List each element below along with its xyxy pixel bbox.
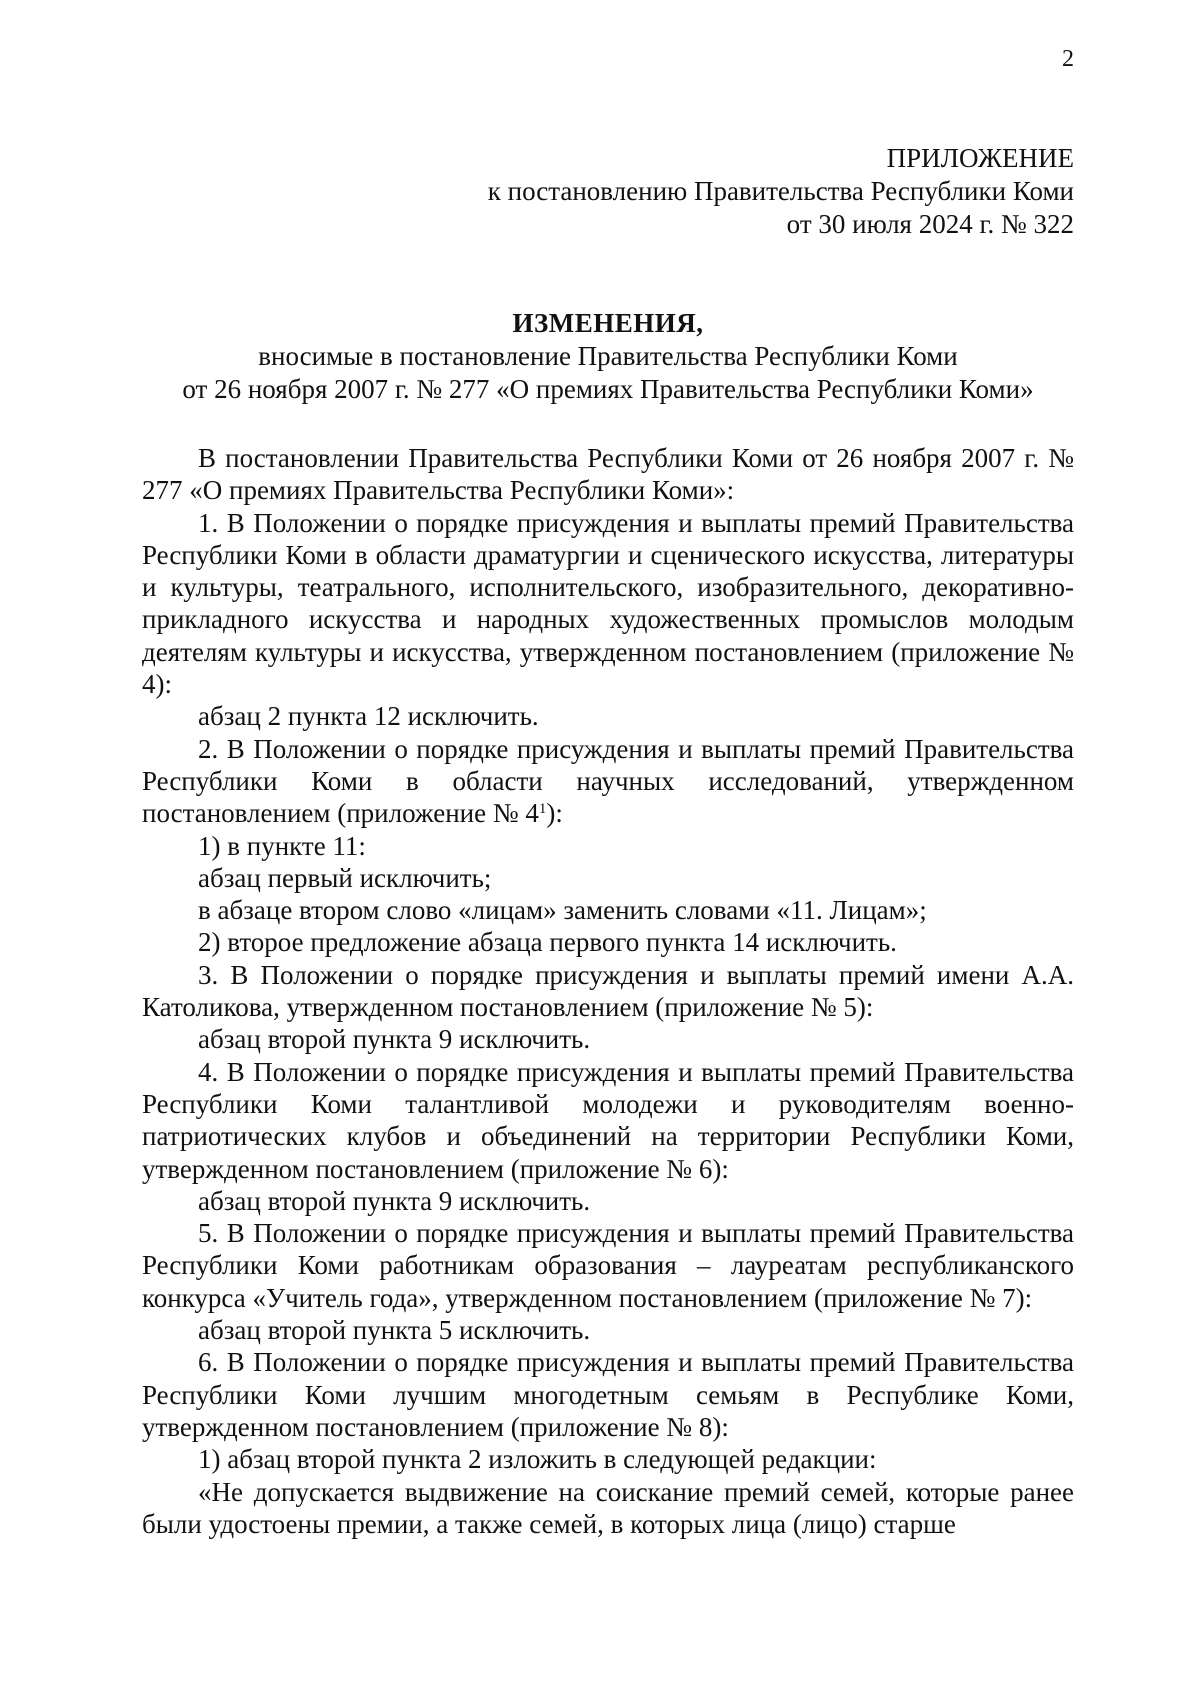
paragraph-item-5-action: абзац второй пункта 5 исключить.	[198, 1315, 591, 1346]
page-number: 2	[1062, 46, 1074, 72]
superscript-index: 1	[538, 801, 547, 818]
paragraph-subitem-2: 2) второе предложение абзаца первого пункта 14 исключить.	[198, 927, 897, 958]
paragraph-item-2-text: 2. В Положении о порядке присуждения и выплаты премий Правительства Республики Коми в области научных исследований, утвержденном постановлением (приложение № 4	[142, 733, 1074, 829]
paragraph-item-1-action: абзац 2 пункта 12 исключить.	[198, 701, 539, 732]
paragraph-item-1: 1. В Положении о порядке присуждения и выплаты премий Правительства Республики Коми в области драматургии и сценического искусства, литературы и культуры, театрального, исполнительского, изобразительного, декоративно-прикладного искусства и народных художественных промыслов молодым деятелям культуры и искусства, утвержденном постановлением (приложение № 4):	[142, 507, 1074, 700]
paragraph-item-4: 4. В Положении о порядке присуждения и выплаты премий Правительства Республики Коми талантливой молодежи и руководителям военно-патриотических клубов и объединений на территории Республики Коми, утвержденном постановлением (приложение № 6):	[142, 1056, 1074, 1184]
paragraph-item-3-action: абзац второй пункта 9 исключить.	[198, 1024, 591, 1055]
paragraph-item-5: 5. В Положении о порядке присуждения и выплаты премий Правительства Республики Коми работникам образования – лауреатам республиканского конкурса «Учитель года», утвержденном постановлением (приложение № 7):	[142, 1218, 1074, 1313]
appendix-date: от 30 июля 2024 г. № 322	[786, 209, 1074, 239]
title-main: ИЗМЕНЕНИЯ,	[512, 308, 704, 338]
paragraph-item-2-tail: ):	[546, 798, 563, 829]
paragraph-item-2	[142, 733, 1074, 830]
paragraph-item-6-sub-1: 1) абзац второй пункта 2 изложить в следующей редакции:	[198, 1444, 877, 1475]
paragraph-item-3: 3. В Положении о порядке присуждения и выплаты премий имени А.А. Католикова, утвержденном постановлением (приложение № 5):	[142, 959, 1074, 1023]
paragraph-subitem-1-b: в абзаце втором слово «лицам» заменить словами «11. Лицам»;	[198, 895, 927, 926]
paragraph-item-6: 6. В Положении о порядке присуждения и выплаты премий Правительства Республики Коми лучшим многодетным семьям в Республике Коми, утвержденном постановлением (приложение № 8):	[142, 1347, 1074, 1442]
appendix-header	[374, 142, 1074, 241]
appendix-reference: к постановлению Правительства Республики Коми	[487, 176, 1074, 206]
appendix-title: ПРИЛОЖЕНИЕ	[886, 143, 1074, 173]
document-title	[142, 307, 1074, 406]
title-subtitle-1: вносимые в постановление Правительства Республики Коми	[258, 341, 958, 371]
paragraph-item-6-quote: «Не допускается выдвижение на соискание премий семей, которые ранее были удостоены премии, а также семей, в которых лица (лицо) старше	[142, 1476, 1074, 1539]
paragraph-subitem-1-a: абзац первый исключить;	[198, 862, 492, 893]
paragraph-subitem-1: 1) в пункте 11:	[198, 830, 366, 861]
title-subtitle-2: от 26 ноября 2007 г. № 277 «О премиях Правительства Республики Коми»	[182, 374, 1034, 404]
document-body	[142, 442, 1074, 1540]
paragraph-intro: В постановлении Правительства Республики Коми от 26 ноября 2007 г. № 277 «О премиях Правительства Республики Коми»:	[142, 443, 1074, 506]
paragraph-item-4-action: абзац второй пункта 9 исключить.	[198, 1185, 591, 1216]
